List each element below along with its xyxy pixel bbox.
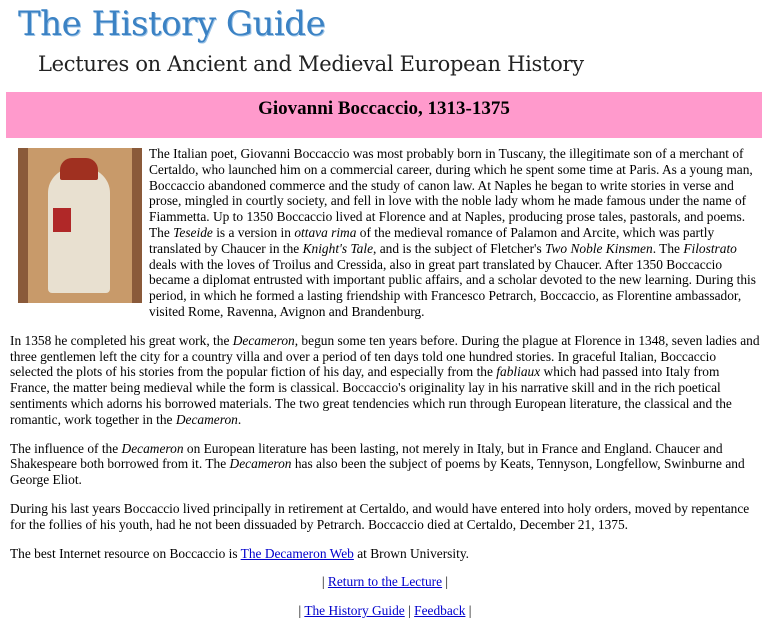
separator: | (298, 603, 305, 619)
text: which had passed into Italy from France, the matter being medieval while the form is classical. Boccaccio's originality lay in his narrative skill and in the rich poetical sentiments which adorns his borrowed materials. The two great tendencies which run through European literature, the classical and the romantic, work together in the (10, 364, 732, 427)
text: . (237, 411, 242, 427)
separator: | (465, 603, 472, 619)
text: Two Noble Kinsmen (545, 240, 653, 256)
separator: | (321, 574, 328, 590)
decameron-web-link[interactable]: The Decameron Web (240, 545, 354, 561)
text: Decameron (232, 332, 295, 348)
history-guide-link[interactable]: The History Guide (304, 603, 405, 619)
text: deals with the loves of Troilus and Cressida, also in great part translated by Chaucer. After 1350 Boccaccio became a diplomat entrusted with important public affairs, and a scholar devoted to the new learning. During this period, in which he formed a lasting friendship with Francesco Petrarch, Boccaccio, as Florentine ambassador, visited Rome, Ravenna, Avignon and Brandenburg. (149, 256, 756, 319)
return-to-lecture-link[interactable]: Return to the Lecture (327, 574, 443, 590)
text: Decameron (175, 411, 238, 427)
separator: | (442, 574, 449, 590)
page-title: Giovanni Boccaccio, 1313-1375 (258, 98, 510, 119)
text: . The (652, 240, 684, 256)
title-band (6, 92, 762, 138)
text: The Italian poet, Giovanni Boccaccio was most probably born in Tuscany, the illegitimate son of a merchant of Certaldo, who launched him on a commercial career, during which he spent some time at Paris. As a young man, Boccaccio abandoned commerce and the study of canon law. At Naples he began to write stories in verse and prose, mingled in courtly society, and fell in love with the noble lady whom he made famous under the name of Fiammetta. Up to 1350 Boccaccio lived at Florence and at Naples, producing prose tales, pastorals, and poems. The (149, 146, 753, 240)
text: The influence of the (10, 440, 122, 456)
text: has also been the subject of poems by Keats, Tennyson, Longfellow, Swinburne and George Eliot. (10, 456, 745, 488)
feedback-link[interactable]: Feedback (414, 603, 466, 619)
separator: | (404, 603, 415, 619)
text: fabliaux (496, 364, 541, 380)
text: on European literature has been lasting, not merely in Italy, but in France and England. Chaucer and Shakespeare both borrowed from it. The (10, 440, 723, 472)
paragraph-3 (10, 441, 760, 488)
paragraph-2 (10, 333, 760, 428)
lecture-nav (10, 574, 760, 590)
text: Decameron (229, 456, 292, 472)
text: of the medieval romance of Palamon and Arcite, which was partly translated by Chaucer in the (149, 224, 715, 256)
text: Decameron (121, 440, 184, 456)
paragraph-5 (10, 546, 760, 562)
text: is a version in (212, 224, 295, 240)
site-logo: The History Guide (18, 4, 326, 44)
paragraph-4: During his last years Boccaccio lived principally in retirement at Certaldo, and would have entered into holy orders, moved by repentance for the follies of his youth, had he not been dissuaded by Petrarch. Boccaccio died at Certaldo, December 21, 1375. (10, 500, 750, 532)
text: In 1358 he completed his great work, the (10, 332, 233, 348)
text: Filostrato (683, 240, 737, 256)
text: ottava rima (294, 224, 357, 240)
text: at Brown University. (353, 545, 470, 561)
text: , and is the subject of Fletcher's (373, 240, 546, 256)
text: Teseide (173, 224, 213, 240)
boccaccio-portrait (18, 148, 142, 303)
text: Knight's Tale (302, 240, 374, 256)
text: The best Internet resource on Boccaccio is (10, 545, 241, 561)
site-nav (10, 603, 760, 619)
article-body (10, 146, 760, 632)
site-subtitle: Lectures on Ancient and Medieval European History (38, 52, 584, 76)
text: , begun some ten years before. During the plague at Florence in 1348, seven ladies and three gentlemen left the city for a country villa and over a period of ten days told one hundred stories. In graceful Italian, Boccaccio selected the plots of his stories from the popular fiction of his day, and especially from the (10, 332, 760, 380)
